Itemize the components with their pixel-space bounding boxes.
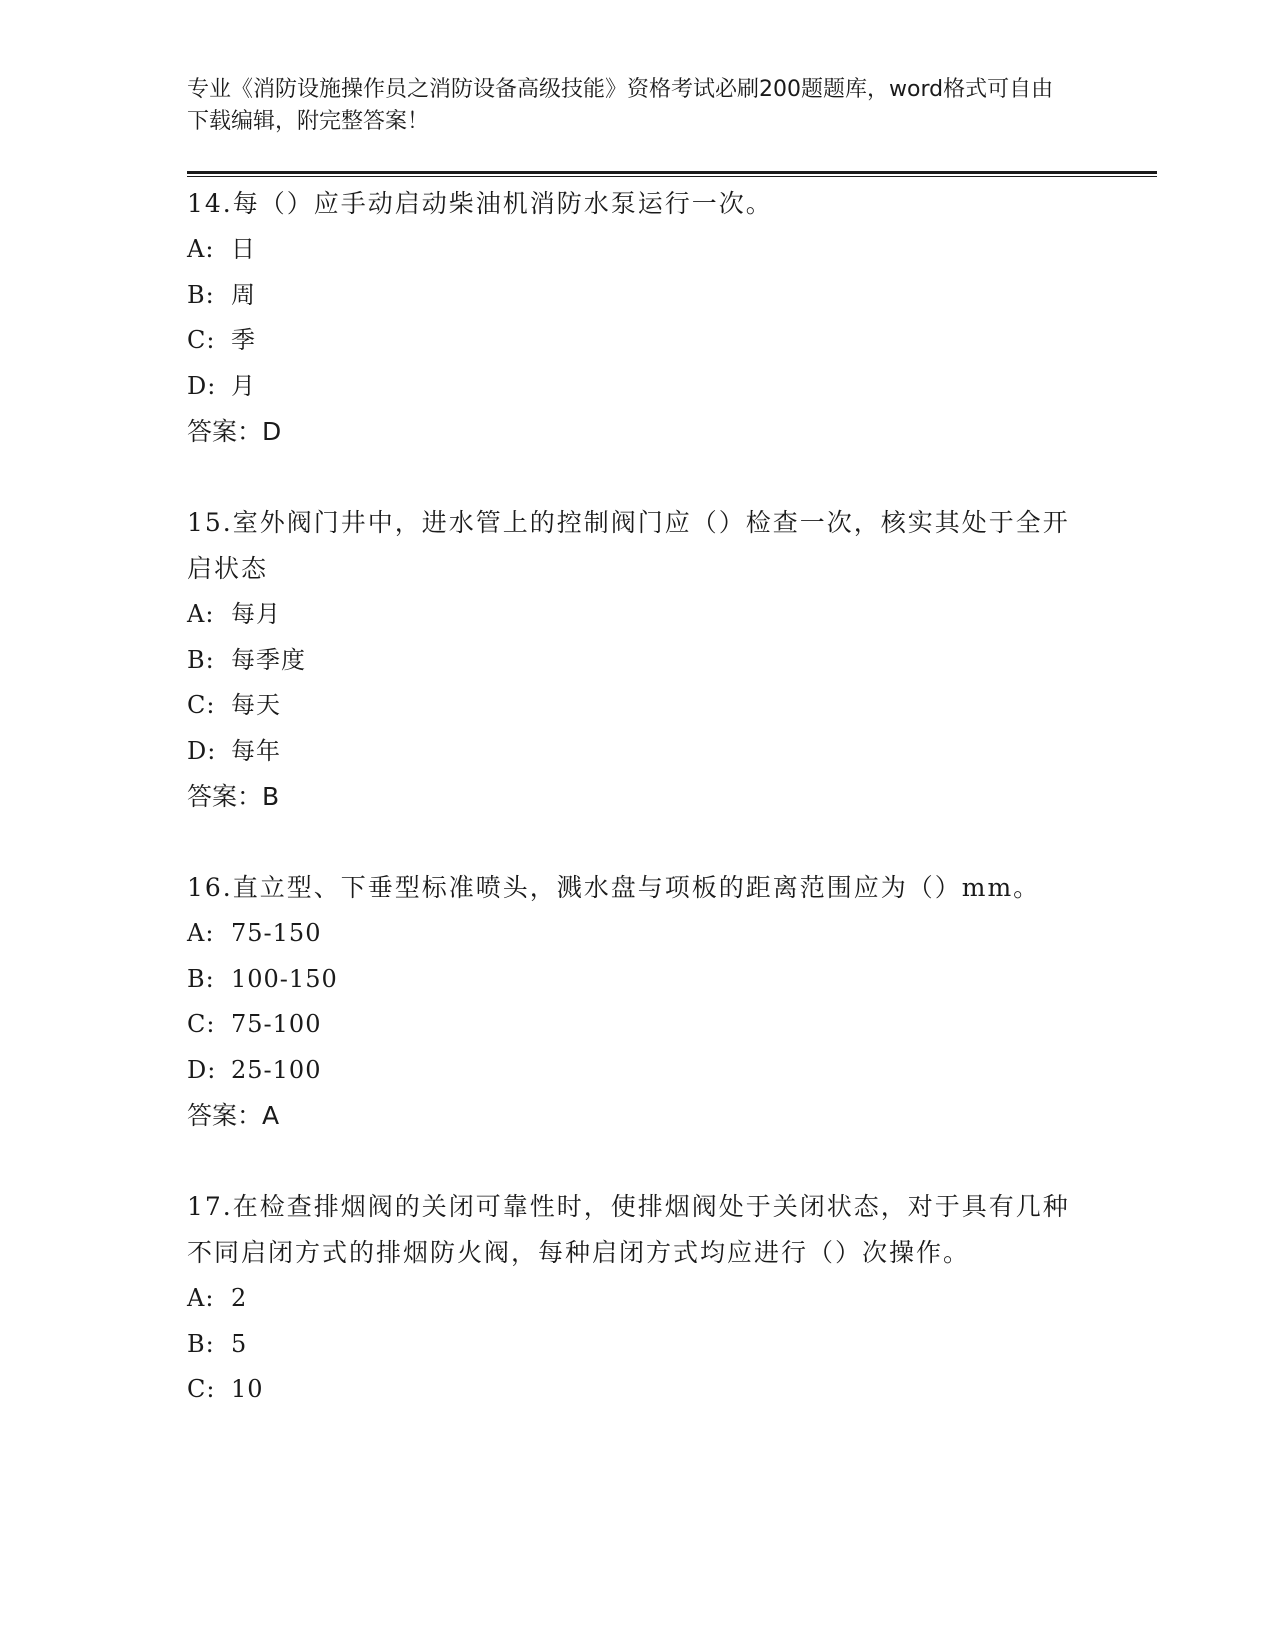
option-b bbox=[187, 638, 1157, 684]
option-d bbox=[187, 1048, 1157, 1094]
option-d bbox=[187, 729, 1157, 775]
header-divider-thin bbox=[187, 176, 1157, 177]
option-a bbox=[187, 592, 1157, 638]
option-label: A: bbox=[187, 600, 215, 628]
option-b bbox=[187, 957, 1157, 1003]
option-text: 100-150 bbox=[231, 964, 338, 993]
option-c bbox=[187, 1367, 1157, 1413]
option-label: B: bbox=[187, 1329, 215, 1358]
option-label: A: bbox=[187, 919, 215, 947]
option-text: 每季度 bbox=[231, 645, 306, 674]
option-label: C: bbox=[187, 691, 216, 719]
option-d bbox=[187, 364, 1157, 410]
question-16 bbox=[187, 865, 1157, 1139]
question-list bbox=[187, 181, 1157, 1413]
question-text: 17.在检查排烟阀的关闭可靠性时，使排烟阀处于关闭状态，对于具有几种不同启闭方式的排烟防火阀，每种启闭方式均应进行（）次操作。 bbox=[187, 1192, 1070, 1267]
option-b bbox=[187, 273, 1157, 319]
option-text: 日 bbox=[231, 235, 256, 263]
option-label: D: bbox=[187, 371, 217, 400]
option-a bbox=[187, 911, 1157, 957]
option-text: 75-150 bbox=[231, 919, 322, 947]
option-label: C: bbox=[187, 1375, 216, 1403]
option-label: C: bbox=[187, 1010, 216, 1038]
option-text: 10 bbox=[231, 1375, 264, 1403]
option-label: B: bbox=[187, 964, 215, 993]
question-text: 16.直立型、下垂型标准喷头，溅水盘与项板的距离范围应为（）mm。 bbox=[187, 873, 1041, 902]
option-text: 每年 bbox=[231, 736, 281, 765]
question-15 bbox=[187, 500, 1157, 820]
option-text: 每天 bbox=[231, 691, 281, 719]
option-text: 75-100 bbox=[231, 1010, 322, 1038]
question-text: 14.每（）应手动启动柴油机消防水泵运行一次。 bbox=[187, 189, 773, 218]
question-text: 15.室外阀门井中，进水管上的控制阀门应（）检查一次，核实其处于全开启状态 bbox=[187, 508, 1070, 583]
document-header: 专业《消防设施操作员之消防设备高级技能》资格考试必刷200题题库，word格式可自由下载编辑，附完整答案！ bbox=[187, 77, 1054, 134]
option-text: 5 bbox=[231, 1329, 248, 1358]
option-label: D: bbox=[187, 1055, 217, 1084]
option-label: C: bbox=[187, 326, 216, 354]
header-divider-thick bbox=[187, 171, 1157, 174]
option-text: 每月 bbox=[231, 600, 281, 628]
option-text: 周 bbox=[231, 280, 256, 309]
option-c bbox=[187, 318, 1157, 364]
option-label: A: bbox=[187, 1284, 215, 1312]
question-17 bbox=[187, 1184, 1157, 1413]
option-text: 季 bbox=[231, 326, 256, 354]
answer-text: 答案：D bbox=[187, 417, 282, 446]
question-14 bbox=[187, 181, 1157, 455]
document-page bbox=[187, 74, 1157, 1458]
answer-text: 答案：B bbox=[187, 782, 280, 811]
option-text: 2 bbox=[231, 1284, 248, 1312]
option-a bbox=[187, 227, 1157, 273]
option-label: B: bbox=[187, 280, 215, 309]
option-label: D: bbox=[187, 736, 217, 765]
option-c bbox=[187, 1002, 1157, 1048]
option-text: 月 bbox=[231, 371, 256, 400]
answer-text: 答案：A bbox=[187, 1101, 280, 1130]
option-c bbox=[187, 683, 1157, 729]
option-label: A: bbox=[187, 235, 215, 263]
option-text: 25-100 bbox=[231, 1055, 322, 1084]
option-label: B: bbox=[187, 645, 215, 674]
option-a bbox=[187, 1276, 1157, 1322]
option-b bbox=[187, 1322, 1157, 1368]
